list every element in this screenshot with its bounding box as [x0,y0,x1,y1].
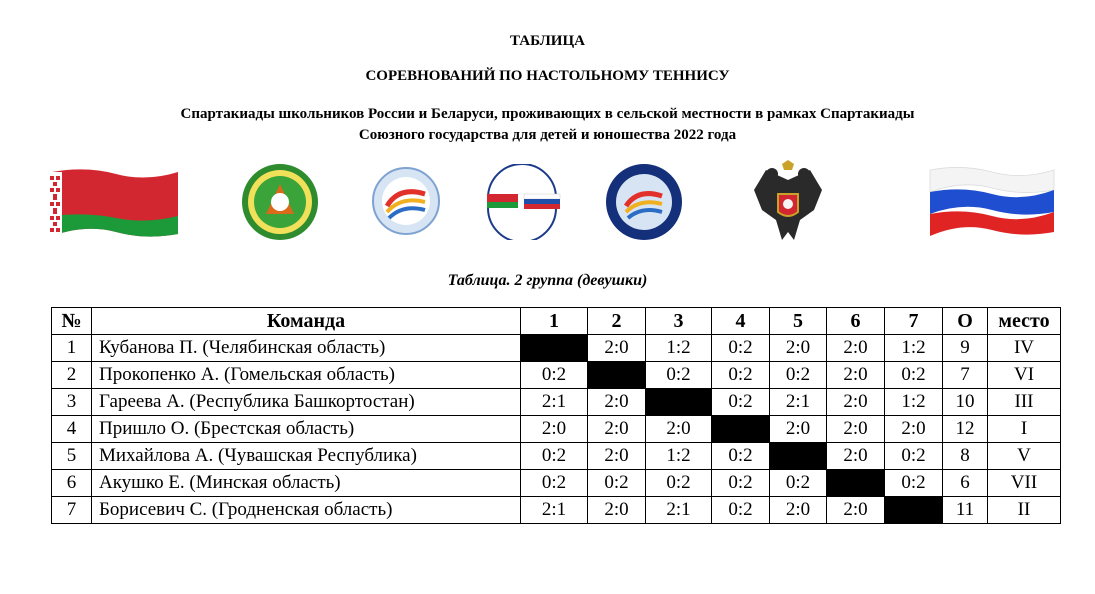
score-cell: 2:0 [770,416,827,443]
team-name: Пришло О. (Брестская область) [92,416,521,443]
row-number: 1 [52,335,92,362]
score-cell: 2:0 [588,416,646,443]
place-cell: IV [988,335,1061,362]
subtitle-line-1: Спартакиады школьников России и Беларуси, проживающих в сельской местности в рамках Спартакиады [180,106,915,122]
blocked-cell [712,416,770,443]
score-cell: 0:2 [521,362,588,389]
header-game-4: 4 [712,308,770,335]
results-table [51,307,1061,524]
score-cell: 0:2 [712,335,770,362]
place-cell: II [988,497,1061,524]
header-num: № [52,308,92,335]
points-cell: 11 [943,497,988,524]
table-row [52,470,1061,497]
score-cell: 2:0 [588,389,646,416]
row-number: 6 [52,470,92,497]
score-cell: 0:2 [646,362,712,389]
score-cell: 0:2 [712,362,770,389]
score-cell: 1:2 [885,335,943,362]
table-row [52,497,1061,524]
score-cell: 2:0 [827,416,885,443]
subtitle-line-2: Союзного государства для детей и юношества 2022 года [358,127,737,143]
table-row [52,416,1061,443]
points-cell: 10 [943,389,988,416]
score-cell: 2:0 [827,443,885,470]
score-cell: 2:0 [770,335,827,362]
score-cell: 2:1 [770,389,827,416]
score-cell: 0:2 [521,470,588,497]
document-title-2: СОРЕВНОВАНИЙ ПО НАСТОЛЬНОМУ ТЕННИСУ [365,68,730,84]
score-cell: 0:2 [712,497,770,524]
row-number: 4 [52,416,92,443]
table-row [52,362,1061,389]
team-name: Михайлова А. (Чувашская Республика) [92,443,521,470]
row-number: 5 [52,443,92,470]
score-cell: 2:1 [521,497,588,524]
logos-row [0,160,1095,245]
score-cell: 2:0 [588,443,646,470]
score-cell: 2:0 [770,497,827,524]
score-cell: 2:0 [827,497,885,524]
score-cell: 0:2 [646,470,712,497]
score-cell: 2:0 [588,497,646,524]
score-cell: 2:0 [646,416,712,443]
row-number: 7 [52,497,92,524]
header-game-2: 2 [588,308,646,335]
points-cell: 12 [943,416,988,443]
score-cell: 0:2 [588,470,646,497]
blocked-cell [521,335,588,362]
blocked-cell [885,497,943,524]
header-place: место [988,308,1061,335]
blocked-cell [770,443,827,470]
table-row [52,335,1061,362]
table-body [52,335,1061,524]
header-game-7: 7 [885,308,943,335]
score-cell: 0:2 [885,362,943,389]
score-cell: 1:2 [646,443,712,470]
emblem-green-icon [240,162,320,242]
place-cell: VI [988,362,1061,389]
blocked-cell [827,470,885,497]
document-subtitle [0,104,1095,146]
score-cell: 0:2 [770,362,827,389]
header-game-1: 1 [521,308,588,335]
score-cell: 2:0 [827,335,885,362]
place-cell: V [988,443,1061,470]
score-cell: 0:2 [521,443,588,470]
table-row [52,389,1061,416]
score-cell: 2:0 [588,335,646,362]
place-cell: VII [988,470,1061,497]
header-game-3: 3 [646,308,712,335]
header-row [52,308,1061,335]
score-cell: 2:0 [827,362,885,389]
blocked-cell [646,389,712,416]
points-cell: 8 [943,443,988,470]
place-cell: III [988,389,1061,416]
score-cell: 0:2 [770,470,827,497]
table-row [52,443,1061,470]
points-cell: 9 [943,335,988,362]
header-team: Команда [92,308,521,335]
score-cell: 2:1 [521,389,588,416]
score-cell: 1:2 [885,389,943,416]
score-cell: 0:2 [885,443,943,470]
team-name: Борисевич С. (Гродненская область) [92,497,521,524]
team-name: Гареева А. (Республика Башкортостан) [92,389,521,416]
belarus-flag-icon [46,168,180,238]
team-name: Кубанова П. (Челябинская область) [92,335,521,362]
double-headed-eagle-icon [746,160,830,246]
score-cell: 2:0 [827,389,885,416]
header-points: О [943,308,988,335]
header-game-5: 5 [770,308,827,335]
points-cell: 7 [943,362,988,389]
document-title: ТАБЛИЦА [510,33,585,49]
blocked-cell [588,362,646,389]
union-committee-icon [480,164,564,240]
emblem-blue-circle-icon [604,162,684,242]
points-cell: 6 [943,470,988,497]
emblem-runners-icon [371,166,441,236]
row-number: 3 [52,389,92,416]
header-game-6: 6 [827,308,885,335]
team-name: Прокопенко А. (Гомельская область) [92,362,521,389]
score-cell: 2:0 [521,416,588,443]
score-cell: 0:2 [712,443,770,470]
table-caption: Таблица. 2 группа (девушки) [447,272,648,289]
score-cell: 0:2 [712,389,770,416]
row-number: 2 [52,362,92,389]
score-cell: 1:2 [646,335,712,362]
score-cell: 0:2 [712,470,770,497]
russia-flag-icon [926,164,1056,238]
place-cell: I [988,416,1061,443]
score-cell: 0:2 [885,470,943,497]
score-cell: 2:1 [646,497,712,524]
team-name: Акушко Е. (Минская область) [92,470,521,497]
score-cell: 2:0 [885,416,943,443]
